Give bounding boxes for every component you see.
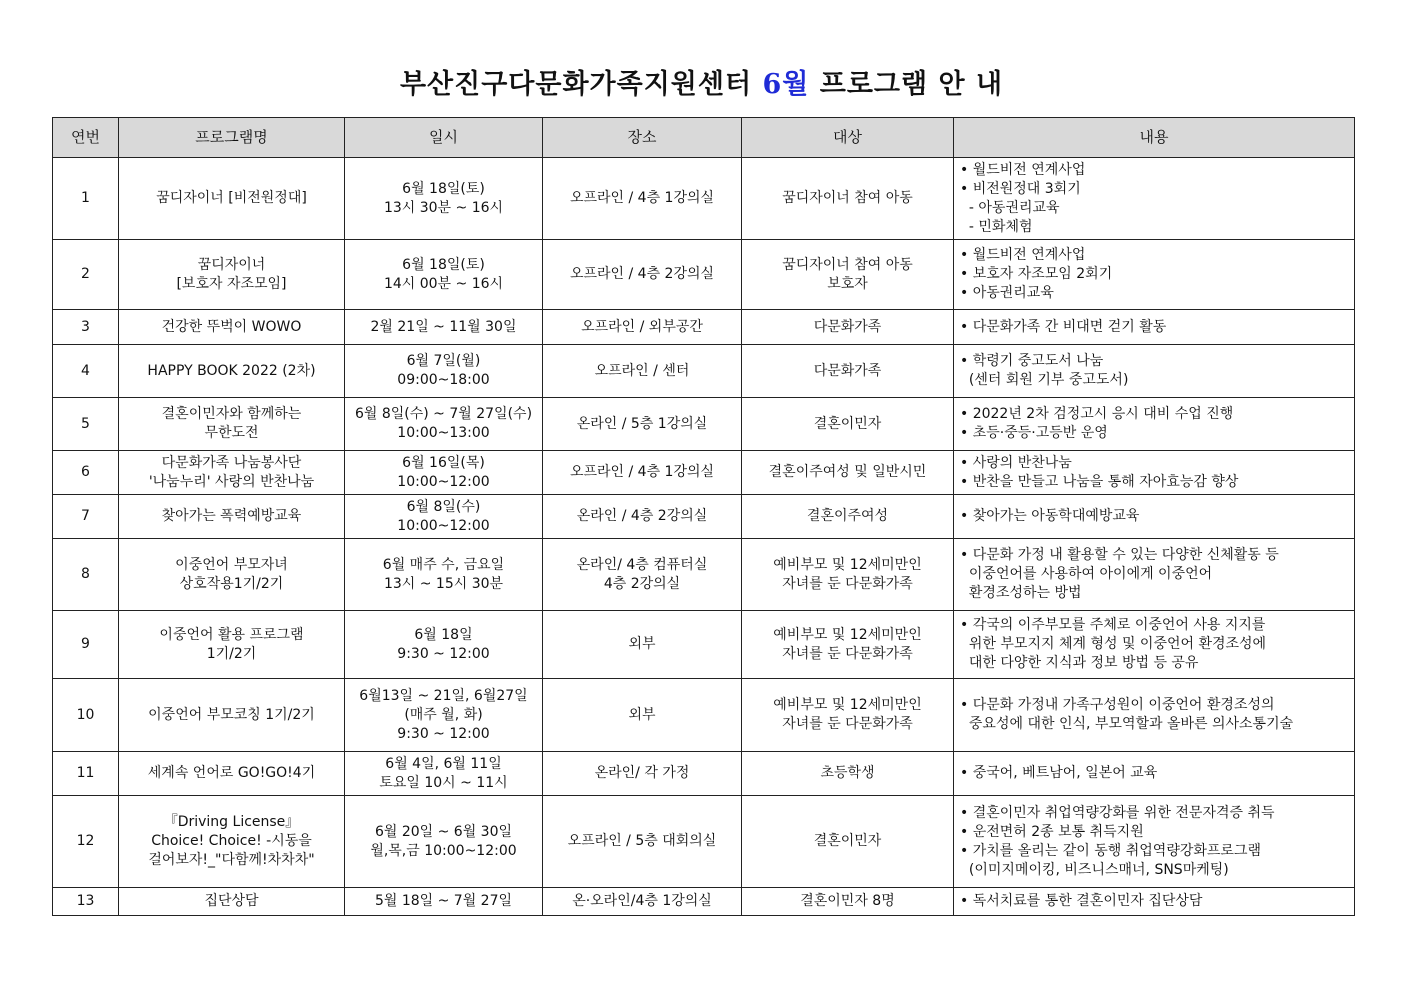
- header-datetime: 일시: [345, 118, 543, 158]
- cell-program-name-line: 결혼이민자와 함께하는: [161, 406, 302, 422]
- title-prefix: 부산진구다문화가족지원센터: [399, 69, 753, 100]
- cell-datetime: [345, 398, 543, 451]
- cell-target-line: 결혼이민자: [813, 415, 882, 432]
- cell-content-line: • 반찬을 만들고 나눔을 통해 자아효능감 향상: [960, 473, 1239, 490]
- cell-program-name: [119, 796, 345, 888]
- cell-target-line: 자녀를 둔 다문화가족: [782, 645, 913, 662]
- cell-program-name-line: 꿈디자이너 [비전원정대]: [156, 190, 307, 206]
- cell-place-line: 외부: [628, 706, 656, 723]
- cell-content-line: • 각국의 이주부모를 주체로 이중언어 사용 지지를: [960, 617, 1266, 633]
- cell-content-line: • 운전면허 2종 보통 취득지원: [960, 823, 1144, 840]
- cell-place: [543, 398, 742, 451]
- cell-place: [543, 752, 742, 796]
- cell-datetime: [345, 240, 543, 310]
- program-table: [52, 117, 1355, 916]
- cell-program-name-line: 이중언어 부모자녀: [175, 556, 288, 573]
- cell-program-name-line: HAPPY BOOK 2022 (2차): [147, 362, 316, 379]
- cell-content-line: • 다문화 가정 내 활용할 수 있는 다양한 신체활동 등: [960, 547, 1279, 563]
- cell-target-line: 결혼이주여성: [806, 508, 889, 524]
- cell-content: [954, 679, 1355, 752]
- cell-datetime: [345, 888, 543, 916]
- cell-place-line: 온라인 / 5층 1강의실: [576, 415, 708, 432]
- header-place: 장소: [543, 118, 742, 158]
- cell-program-name: [119, 240, 345, 310]
- cell-content-line: • 다문화 가정내 가족구성원이 이중언어 환경조성의: [960, 697, 1275, 713]
- cell-content-line: - 아동권리교육: [960, 199, 1060, 216]
- cell-content-line: 이중언어를 사용하여 아이에게 이중언어: [960, 566, 1213, 582]
- table-row: [53, 752, 1355, 796]
- cell-target: [742, 240, 954, 310]
- cell-place: [543, 310, 742, 345]
- cell-program-name-line: 집단상담: [204, 893, 259, 909]
- cell-no: 9: [53, 611, 119, 679]
- cell-program-name-line: '나눔누리' 사랑의 반찬나눔: [148, 473, 315, 490]
- table-row: [53, 679, 1355, 752]
- cell-program-name-line: Choice! Choice! -시동을: [151, 833, 312, 849]
- cell-datetime-line: 토요일 10시 ~ 11시: [379, 774, 508, 791]
- cell-place-line: 온라인 / 4층 2강의실: [576, 508, 708, 524]
- cell-place-line: 오프라인 / 4층 1강의실: [569, 190, 715, 206]
- table-row: [53, 158, 1355, 240]
- cell-datetime-line: 6월 매주 수, 금요일: [382, 556, 505, 573]
- page-title: [0, 62, 1403, 101]
- cell-program-name-line: 이중언어 부모코칭 1기/2기: [148, 706, 315, 723]
- cell-datetime-line: 9:30 ~ 12:00: [397, 645, 490, 662]
- cell-place: [543, 796, 742, 888]
- cell-program-name: [119, 679, 345, 752]
- cell-datetime-line: 6월 8일(수) ~ 7월 27일(수): [354, 406, 533, 422]
- cell-datetime-line: 6월 20일 ~ 6월 30일: [374, 823, 513, 840]
- cell-target-line: 예비부모 및 12세미만인: [773, 697, 922, 713]
- cell-place-line: 온라인/ 4층 컴퓨터실: [576, 556, 708, 573]
- cell-place: [543, 539, 742, 611]
- cell-datetime-line: 10:00~12:00: [397, 517, 490, 534]
- cell-no: 6: [53, 451, 119, 495]
- cell-no: 11: [53, 752, 119, 796]
- cell-place: [543, 451, 742, 495]
- cell-place-line: 오프라인 / 4층 1강의실: [569, 464, 715, 480]
- cell-content-line: • 다문화가족 간 비대면 걷기 활동: [960, 318, 1167, 335]
- cell-datetime: [345, 679, 543, 752]
- cell-datetime-line: 2월 21일 ~ 11월 30일: [370, 318, 517, 335]
- cell-program-name-line: 세계속 언어로 GO!GO!4기: [147, 765, 316, 781]
- cell-content-line: • 결혼이민자 취업역량강화를 위한 전문자격증 취득: [960, 804, 1275, 821]
- cell-datetime: [345, 495, 543, 539]
- cell-program-name: [119, 611, 345, 679]
- cell-target-line: 꿈디자이너 참여 아동: [782, 190, 913, 206]
- cell-content-line: 대한 다양한 지식과 정보 방법 등 공유: [960, 655, 1199, 671]
- cell-content-line: • 학령기 중고도서 나눔: [960, 353, 1104, 369]
- cell-datetime-line: 6월 18일(토): [402, 256, 485, 273]
- cell-content: [954, 398, 1355, 451]
- cell-content-line: (센터 회원 기부 중고도서): [960, 372, 1129, 388]
- cell-place: [543, 495, 742, 539]
- cell-content: [954, 539, 1355, 611]
- cell-datetime-line: 6월 16일(목): [402, 454, 485, 471]
- cell-datetime-line: 6월13일 ~ 21일, 6월27일: [359, 687, 528, 704]
- cell-place-line: 오프라인 / 센터: [594, 362, 690, 379]
- cell-content-line: - 민화체험: [960, 218, 1033, 235]
- cell-place-line: 외부: [628, 636, 656, 652]
- cell-datetime-line: 5월 18일 ~ 7월 27일: [374, 893, 513, 909]
- cell-target-line: 보호자: [827, 275, 868, 292]
- cell-datetime: [345, 345, 543, 398]
- cell-datetime-line: 10:00~12:00: [397, 473, 490, 490]
- title-month: 6월: [762, 69, 810, 100]
- cell-place: [543, 888, 742, 916]
- table-row: [53, 310, 1355, 345]
- cell-datetime: [345, 310, 543, 345]
- cell-program-name-line: 찾아가는 폭력예방교육: [161, 508, 302, 524]
- cell-place: [543, 240, 742, 310]
- cell-target-line: 예비부모 및 12세미만인: [773, 556, 922, 573]
- table-row: [53, 240, 1355, 310]
- cell-datetime-line: 6월 7일(월): [406, 353, 481, 369]
- header-no: 연번: [53, 118, 119, 158]
- cell-datetime: [345, 796, 543, 888]
- cell-target: [742, 888, 954, 916]
- cell-target-line: 다문화가족: [813, 318, 882, 335]
- cell-no: 4: [53, 345, 119, 398]
- cell-target: [742, 752, 954, 796]
- cell-no: 8: [53, 539, 119, 611]
- cell-content: [954, 451, 1355, 495]
- cell-content: [954, 752, 1355, 796]
- cell-content-line: • 중국어, 베트남어, 일본어 교육: [960, 765, 1158, 781]
- cell-place-line: 오프라인 / 4층 2강의실: [569, 266, 715, 282]
- cell-target-line: 초등학생: [820, 765, 875, 781]
- cell-program-name: [119, 310, 345, 345]
- cell-program-name: [119, 345, 345, 398]
- cell-datetime: [345, 539, 543, 611]
- cell-datetime: [345, 158, 543, 240]
- cell-datetime-line: 6월 18일: [414, 626, 473, 643]
- cell-no: 3: [53, 310, 119, 345]
- cell-no: 13: [53, 888, 119, 916]
- cell-content-line: 위한 부모지지 체계 형성 및 이중언어 환경조성에: [960, 636, 1267, 652]
- cell-place-line: 4층 2강의실: [603, 575, 681, 592]
- cell-target-line: 자녀를 둔 다문화가족: [782, 716, 913, 732]
- cell-datetime: [345, 451, 543, 495]
- cell-target-line: 결혼이주여성 및 일반시민: [768, 464, 927, 480]
- cell-content-line: • 가치를 올리는 같이 동행 취업역량강화프로그램: [960, 842, 1261, 859]
- cell-target-line: 다문화가족: [813, 362, 882, 379]
- cell-program-name: [119, 158, 345, 240]
- cell-target-line: 예비부모 및 12세미만인: [773, 626, 922, 643]
- cell-datetime-line: 6월 4일, 6월 11일: [385, 755, 502, 772]
- table-row: [53, 451, 1355, 495]
- cell-no: 2: [53, 240, 119, 310]
- cell-place: [543, 158, 742, 240]
- cell-content-line: • 월드비전 연계사업: [960, 161, 1086, 178]
- cell-no: 7: [53, 495, 119, 539]
- header-content: 내용: [954, 118, 1355, 158]
- cell-target: [742, 398, 954, 451]
- cell-program-name-line: 이중언어 활용 프로그램: [159, 626, 304, 643]
- cell-content-line: 환경조성하는 방법: [960, 585, 1082, 601]
- cell-content-line: • 비전원정대 3회기: [960, 180, 1081, 197]
- cell-place: [543, 345, 742, 398]
- table-row: [53, 345, 1355, 398]
- table-row: [53, 611, 1355, 679]
- cell-no: 5: [53, 398, 119, 451]
- cell-target-line: 결혼이민자: [813, 833, 882, 849]
- cell-content-line: 중요성에 대한 인식, 부모역할과 올바른 의사소통기술: [960, 716, 1294, 732]
- cell-target-line: 꿈디자이너 참여 아동: [782, 256, 913, 273]
- cell-content: [954, 611, 1355, 679]
- cell-program-name: [119, 888, 345, 916]
- cell-place: [543, 611, 742, 679]
- cell-place-line: 오프라인 / 5층 대회의실: [567, 833, 717, 849]
- cell-program-name-line: 걸어보자!_"다함께!차차차": [148, 852, 315, 868]
- cell-program-name-line: 꿈디자이너: [197, 256, 266, 273]
- cell-datetime-line: 월,목,금 10:00~12:00: [370, 842, 517, 859]
- cell-content: [954, 310, 1355, 345]
- cell-program-name-line: 건강한 뚜벅이 WOWO: [161, 318, 302, 335]
- cell-program-name: [119, 539, 345, 611]
- cell-content-line: • 월드비전 연계사업: [960, 247, 1086, 263]
- cell-content: [954, 345, 1355, 398]
- table-row: [53, 539, 1355, 611]
- cell-no: 1: [53, 158, 119, 240]
- cell-program-name: [119, 495, 345, 539]
- cell-content-line: • 아동권리교육: [960, 285, 1054, 301]
- cell-content: [954, 240, 1355, 310]
- table-row: [53, 888, 1355, 916]
- cell-content-line: • 초등·중등·고등반 운영: [960, 425, 1108, 441]
- cell-no: 12: [53, 796, 119, 888]
- cell-datetime-line: 9:30 ~ 12:00: [397, 725, 490, 742]
- cell-target: [742, 679, 954, 752]
- cell-content: [954, 888, 1355, 916]
- cell-datetime-line: (매주 월, 화): [404, 706, 483, 723]
- cell-content-line: • 사랑의 반찬나눔: [960, 454, 1072, 471]
- cell-place-line: 온라인/ 각 가정: [594, 765, 690, 781]
- title-suffix: 프로그램 안 내: [819, 69, 1004, 100]
- header-target: 대상: [742, 118, 954, 158]
- cell-target-line: 자녀를 둔 다문화가족: [782, 575, 913, 592]
- cell-program-name-line: 무한도전: [204, 425, 259, 441]
- cell-no: 10: [53, 679, 119, 752]
- cell-content-line: • 보호자 자조모임 2회기: [960, 266, 1113, 282]
- cell-datetime: [345, 752, 543, 796]
- cell-target: [742, 539, 954, 611]
- cell-target-line: 결혼이민자 8명: [800, 893, 895, 909]
- cell-datetime-line: 09:00~18:00: [397, 372, 490, 388]
- cell-program-name-line: 1기/2기: [206, 645, 257, 662]
- cell-content: [954, 796, 1355, 888]
- cell-datetime-line: 6월 8일(수): [406, 498, 481, 515]
- cell-place-line: 온·오라인/4층 1강의실: [572, 893, 712, 909]
- table-row: [53, 495, 1355, 539]
- cell-program-name: [119, 752, 345, 796]
- cell-program-name-line: 상호작용1기/2기: [179, 575, 284, 592]
- cell-program-name: [119, 398, 345, 451]
- cell-datetime-line: 10:00~13:00: [397, 425, 490, 441]
- cell-datetime-line: 6월 18일(토): [402, 180, 485, 197]
- cell-target: [742, 796, 954, 888]
- cell-content-line: • 2022년 2차 검정고시 응시 대비 수업 진행: [960, 406, 1234, 422]
- cell-content-line: • 독서치료를 통한 결혼이민자 집단상담: [960, 893, 1203, 909]
- table-row: [53, 398, 1355, 451]
- cell-target: [742, 310, 954, 345]
- cell-program-name-line: 다문화가족 나눔봉사단: [161, 454, 302, 471]
- cell-target: [742, 611, 954, 679]
- cell-content-line: • 찾아가는 아동학대예방교육: [960, 508, 1140, 524]
- cell-target: [742, 451, 954, 495]
- cell-place-line: 오프라인 / 외부공간: [581, 318, 703, 335]
- cell-content: [954, 158, 1355, 240]
- cell-program-name-line: 『Driving License』: [163, 814, 300, 830]
- header-row: [53, 118, 1355, 158]
- cell-datetime-line: 13시 30분 ~ 16시: [383, 199, 504, 216]
- cell-program-name-line: [보호자 자조모임]: [176, 275, 287, 292]
- table-row: [53, 796, 1355, 888]
- cell-target: [742, 158, 954, 240]
- cell-target: [742, 345, 954, 398]
- cell-datetime-line: 14시 00분 ~ 16시: [383, 275, 504, 292]
- cell-place: [543, 679, 742, 752]
- header-program-name: 프로그램명: [119, 118, 345, 158]
- cell-datetime: [345, 611, 543, 679]
- cell-content-line: (이미지메이킹, 비즈니스매너, SNS마케팅): [960, 861, 1229, 878]
- cell-content: [954, 495, 1355, 539]
- cell-target: [742, 495, 954, 539]
- cell-datetime-line: 13시 ~ 15시 30분: [383, 575, 504, 592]
- cell-program-name: [119, 451, 345, 495]
